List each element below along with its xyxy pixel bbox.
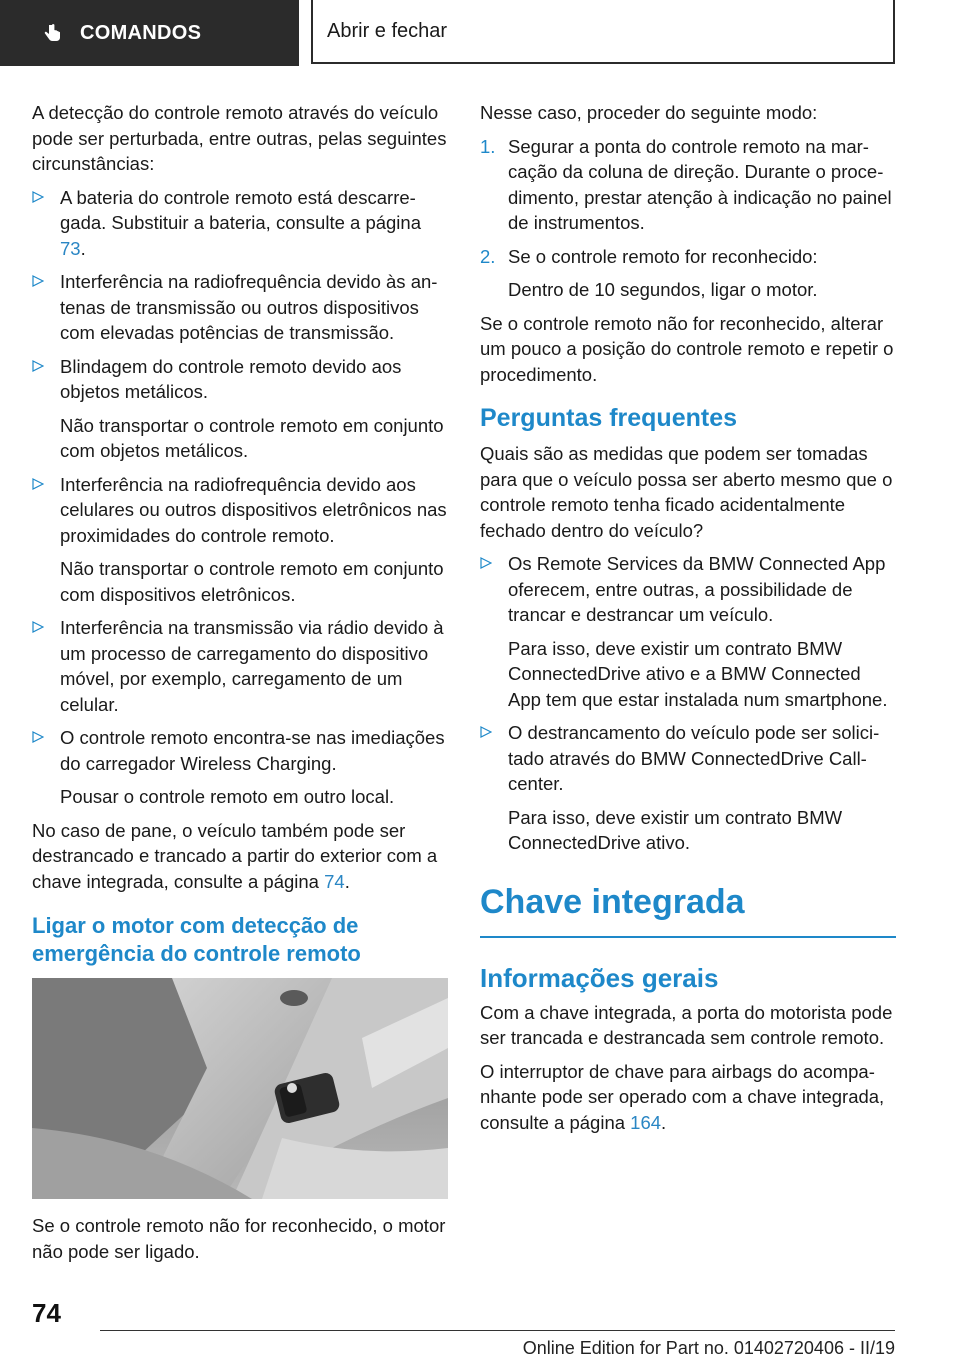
section-title-text: Abrir e fechar [327,19,448,42]
list-item-text: Interferência na transmissão via rádio devido à um processo de carregamento do dispositivo móvel, por exemplo, carregamento de um celular. [60,617,444,715]
list-item [480,720,896,856]
section-heading: Ligar o motor com detecção de emergência do controle remoto [32,913,361,966]
triangle-bullet-icon [32,731,44,743]
step-number: 1. [480,135,496,157]
list-item [32,185,448,262]
page-number: 74 [32,1298,61,1328]
list-item-text: Interferência na radiofrequência devido aos celulares ou outros dispositivos eletrônicos nas proximidades do controle remoto. [60,473,447,546]
right-column [480,100,896,1143]
list-item-text: Os Remote Services da BMW Connected App oferecem, entre outras, a possibilidade de trancar e destrancar um veículo. [508,553,886,625]
breakdown-tail: . [344,870,350,892]
triangle-bullet-icon [32,191,44,203]
procedure-intro: Nesse caso, proceder do seguinte modo: [480,102,818,123]
step-note: Dentro de 10 segundos, ligar o motor. [508,279,818,300]
edition-note: Online Edition for Part no. 01402720406 - II/19 [522,1338,895,1358]
triangle-bullet-icon [32,478,44,490]
not-recognized-paragraph: Se o controle remoto não for reconhecido, alterar um pouco a posição do controle remoto e repetir o procedimento. [480,312,894,385]
switch-tail: . [661,1111,667,1133]
breakdown-paragraph [32,818,448,895]
page-link[interactable]: 73 [60,237,81,259]
list-item-note: Para isso, deve existir um contrato BMW ConnectedDrive ativo e a BMW Connected App tem que estar instalada num smartphone. [508,637,888,710]
breakdown-text: No caso de pane, o veículo também pode ser destrancado e trancado a partir do exterior com a chave integrada, consulte a página [32,819,438,892]
list-item-note: Não transportar o controle remoto em conjunto com dispositivos eletrônicos. [60,558,444,605]
footer-divider [100,1330,895,1331]
step-text: Se o controle remoto for reconhecido: [508,245,818,267]
faq-question: Quais são as medidas que podem ser tomadas para que o veículo possa ser aberto mesmo que o controle remoto tenha ficado acidentalmente fechado dentro do veículo? [480,443,893,541]
list-item [32,269,448,346]
triangle-bullet-icon [480,557,492,569]
list-item-note: Não transportar o controle remoto em conjunto com objetos metálicos. [60,414,444,461]
finger-touch-icon [42,22,64,44]
switch-text: O interruptor de chave para airbags do acompanhante pode ser operado com a chave integrada, consulte a página [480,1060,885,1133]
list-item [32,725,448,810]
faq-heading: Perguntas frequentes [480,404,738,432]
list-item-text: O destrancamento do veículo pode ser solicitado através do BMW ConnectedDrive Call-center. [508,722,880,794]
chapter-tab [0,0,299,66]
list-item-text: O controle remoto encontra-se nas imediações do carregador Wireless Charging. [60,727,445,774]
step-item [480,244,896,303]
left-column [32,100,448,1272]
page-link[interactable]: 74 [324,870,345,892]
page-link[interactable]: 164 [630,1111,662,1133]
key-slot-illustration [32,978,448,1199]
intro-paragraph: A detecção do controle remoto através do veículo pode ser perturbada, entre outras, pelas seguintes circunstâncias: [32,102,447,174]
switch-paragraph [480,1059,896,1136]
step-item [480,134,896,236]
list-item [32,615,448,717]
list-item-tail: . [80,237,86,259]
list-item-text: Interferência na radiofrequência devido às antenas de transmissão ou outros dispositivos com elevadas potências de transmissão. [60,271,438,343]
figure-caption: Se o controle remoto não for reconhecido, o motor não pode ser ligado. [32,1215,446,1262]
list-item-text: Blindagem do controle remoto devido aos objetos metálicos. [60,355,402,402]
triangle-bullet-icon [32,275,44,287]
list-item [32,472,448,608]
triangle-bullet-icon [32,360,44,372]
chapter-label: COMANDOS [80,21,202,44]
step-text: Segurar a ponta do controle remoto na marcação da coluna de direção. Durante o procedimento, prestar atenção à indicação no painel de instrumentos. [508,135,892,233]
list-item-note: Para isso, deve existir um contrato BMW ConnectedDrive ativo. [508,806,843,853]
list-item-text: A bateria do controle remoto está descarregada. Substituir a bateria, consulte a página [60,186,421,233]
triangle-bullet-icon [480,726,492,738]
list-item-note: Pousar o controle remoto em outro local. [60,786,395,807]
section-title [311,0,895,64]
subsection-heading: Informações gerais [480,962,719,993]
step-number: 2. [480,245,496,267]
triangle-bullet-icon [32,621,44,633]
list-item [480,551,896,712]
info-paragraph: Com a chave integrada, a porta do motorista pode ser trancada e destrancada sem controle remoto. [480,1001,893,1048]
list-item [32,354,448,464]
chapter-heading: Chave integrada [480,882,896,938]
